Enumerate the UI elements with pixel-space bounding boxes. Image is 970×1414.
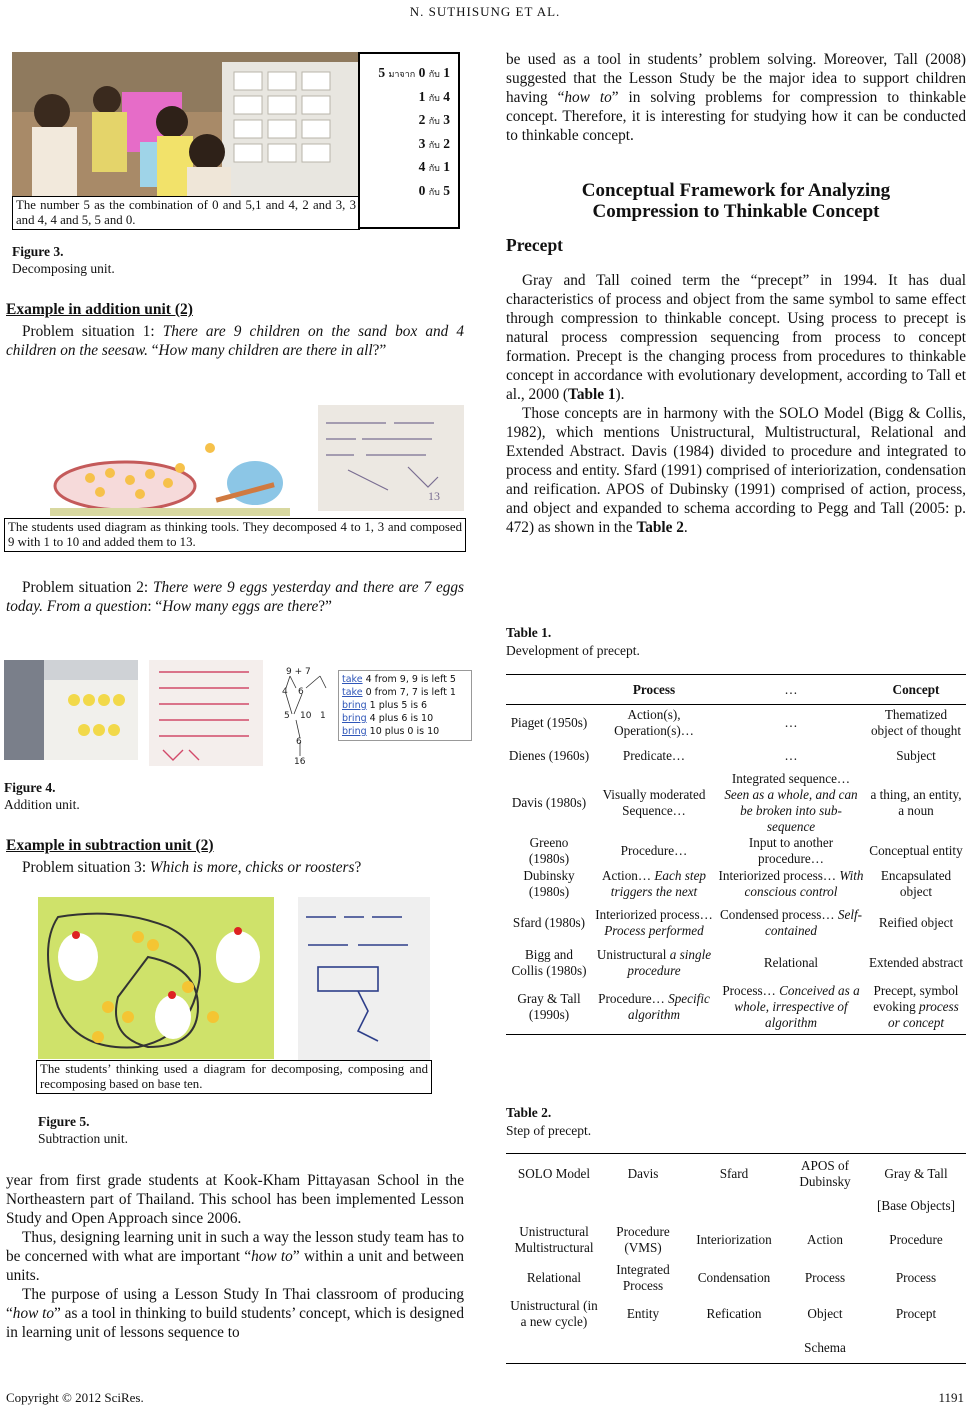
table2-cell [602,1334,684,1364]
table1-cell: Predicate… [622,747,686,763]
table1-row [506,981,966,1035]
figure5-text: Subtraction unit. [38,1131,128,1146]
figure3-text: Decomposing unit. [12,261,115,276]
section-title-wrap [506,180,966,222]
table1-row [506,835,966,867]
table1-cell: Precept, symbol evoking process or concept [873,983,959,1031]
right-intro-paragraph: be used as a tool in students’ problem solving. Moreover, Tall (2008) suggested that the Lesson Study be the major idea to support children having “how to” in solving problems for compression to thinkable concept. Therefore, it is interesting for studying how it can be conducted to thinkable concept. [506,51,966,144]
table2-cell: Action [807,1231,843,1247]
table1-head-cell: Process [632,681,676,697]
table1-cell: Bigg and Collis (1980s) [511,946,587,978]
paragraph: Gray and Tall coined term the “precept” in 1994. It has dual characteristics of process and object from the same symbol to same effect through compression to thinkable concept. Using process to precept is natural process compression sequencing from process to concept formation. Precept is the changing process from procedures to thinkable concept in accordance with evolutionary development, according to Tall et al., 2000 (Table 1). [506,272,966,403]
table1-cell: … [784,714,798,730]
figure4-photo-worksheet [149,660,263,766]
table1-cell: Procedure… Specific algorithm [598,991,710,1023]
diagram-num: 1 [320,711,326,721]
table1-row [506,771,966,835]
table1-cell: Extended abstract [868,954,964,970]
table2-cell: Unistructural Multistructural [514,1223,594,1255]
table1-row [506,945,966,981]
precept-heading-wrap [506,235,563,256]
table2-caption: Step of precept. [506,1123,592,1138]
diagram-num: 6 [298,687,304,697]
sandbox-illustration [50,428,290,516]
table2-row [506,1334,966,1364]
table1 [506,674,966,1035]
problem-situation-3: Problem situation 3: Which is more, chicks or roosters? [22,859,362,876]
table1-row [506,901,966,945]
table2-cell [506,1194,602,1218]
thai-row: 2 กับ 3 [418,112,450,127]
table1-cell: Greeno (1980s) [528,834,570,866]
diagram-num: 10 [300,711,312,721]
figure3-title: Figure 3. [12,244,64,259]
table1-head-cell: … [784,681,798,697]
table2-cell [866,1334,966,1364]
table2-cell: Refication [706,1305,762,1321]
addition-heading: Example in addition unit (2) [6,301,193,318]
table1-cell: Unistructural a single procedure [596,946,712,978]
step-line: bring 4 plus 6 is 10 [342,713,434,724]
page-number: 1191 [938,1390,964,1405]
table1-head-cell [506,675,592,705]
diagram-num: 4 [282,687,288,697]
table2-head-cell: APOS of Dubinsky [799,1157,851,1189]
thai-row: 5 มาจาก 0 กับ 1 [378,65,450,80]
table1-cell: Input to another procedure… [748,834,834,866]
table1-cell: Process… Conceived as a whole, irrespective of algorithm [722,983,860,1031]
table1-cell: Encapsulated object [880,867,952,899]
table2-cell: Process [804,1269,846,1285]
table1-cell: Thematized object of thought [870,706,962,738]
table1-cell: Subject [896,747,936,763]
problem-situation-1: Problem situation 1: There are 9 children on the sand box and 4 children on the seesaw. “How many children are there in all?” [6,323,465,359]
paragraph: The purpose of using a Lesson Study In Thai classroom of producing “how to” as a tool in thinking to build students’ concept, which is designed in learning unit of lessons sequence to [6,1286,464,1341]
table2-cell: Condensation [697,1269,771,1285]
table1-row [506,705,966,741]
table1-cell: Action(s), Operation(s)… [614,706,694,738]
table1-cell: Dienes (1960s) [508,747,590,763]
thai-row: 3 กับ 2 [418,135,450,151]
table2-head-cell: Gray & Tall [884,1165,948,1181]
table2-row [506,1294,966,1334]
table2-cell [784,1194,866,1218]
table2-cell: Procedure (VMS) [616,1223,670,1255]
table2-row [506,1194,966,1218]
thai-row: 1 กับ 4 [418,88,450,104]
table1-cell: Action… Each step triggers the next [601,867,707,899]
figure3-thai-box [358,52,460,229]
table2-head-cell: Davis [627,1165,659,1181]
footer-copyright: Copyright © 2012 SciRes. [6,1390,144,1405]
table1-cell: … [784,747,798,763]
table1-cell: Integrated sequence… Seen as a whole, and can be broken into sub-sequence [724,770,858,834]
table1-cell: Piaget (1950s) [510,714,588,730]
figure5-chicken-diagram [38,897,274,1059]
paragraph: Thus, designing learning unit in such a way the lesson study team has to be concerned with what are important “how to” within a unit and between units. [6,1229,464,1284]
table2 [506,1153,966,1364]
table2-cell [684,1194,784,1218]
table2-head-cell: Sfard [719,1165,749,1181]
table2-row [506,1262,966,1294]
table1-cell: Condensed process… Self-contained [719,906,863,938]
subtraction-heading: Example in subtraction unit (2) [6,837,214,854]
table2-cell [684,1334,784,1364]
table1-cell: Sfard (1980s) [512,914,586,930]
figure3-caption-box: The number 5 as the combination of 0 and 5,1 and 4, 2 and 3, 3 and 4, 4 and 5, 5 and 0. [12,196,360,230]
diagram-num: 6 [296,737,302,747]
table1-cell: Relational [763,954,819,970]
table1-head-cell: Concept [892,681,940,697]
diagram-num: 5 [284,711,290,721]
right-body-text [506,271,966,537]
table1-cell: Davis (1980s) [511,794,587,810]
table1-cell: Procedure… [620,842,688,858]
figure5-caption-box: The students’ thinking used a diagram for decomposing, composing and recomposing based on base ten. [36,1060,432,1094]
table1-cell: Dubinsky (1980s) [523,867,575,899]
figure5-worksheet-photo [298,897,430,1063]
table1-cell: Conceptual entity [869,842,963,858]
table2-cell: Entity [626,1305,660,1321]
table2-cell [602,1194,684,1218]
step-line: bring 10 plus 0 is 10 [342,726,440,737]
figure5-title: Figure 5. [38,1114,90,1129]
table2-cell: Schema [804,1340,846,1356]
paragraph: Those concepts are in harmony with the SOLO Model (Bigg & Collis, 1982), which mentions Unistructural, Multistructural, Relational and Extended Abstract. Davis (1984) divided to procedure and integrated to process and entity. Sfard (1991) comprised of interiorization, condensation and reification. APOS of Dubinsky (1991) comprised of action, process, and object and expanded to schema according to Pegg and Tall (2005: p. 472) as shown in the Table 2. [506,405,966,536]
table1-title: Table 1. [506,625,552,640]
running-header: N. SUTHISUNG ET AL. [409,4,561,19]
table1-cell: Visually moderated Sequence… [602,786,706,818]
section-title: Conceptual Framework for Analyzing Compression to Thinkable Concept [581,180,891,222]
table1-row [506,741,966,771]
table2-cell: Unistructural (in a new cycle) [510,1297,598,1329]
table2-head-cell: SOLO Model [517,1165,591,1181]
table1-cell: Interiorized process… With conscious control [718,867,864,899]
left-body-text [6,1171,464,1342]
problem-situation-2: Problem situation 2: There were 9 eggs yesterday and there are 7 eggs today. From a question: “How many eggs are there?” [6,579,464,615]
table2-cell: Procept [895,1305,937,1321]
paragraph: year from first grade students at Kook-Kham Pittayasan School in the Northeastern part of Thailand. This school has been implemented Lesson Study and Open Approach since 2006. [6,1172,464,1227]
table1-cell: a thing, an entity, a noun [870,786,962,818]
table1-caption: Development of precept. [506,643,640,658]
table2-cell: Process [895,1269,937,1285]
diagram-top: 9 + 7 [286,667,311,677]
figure4-text: Addition unit. [4,797,80,812]
table1-cell: Gray & Tall (1990s) [517,991,581,1023]
step-line: bring 1 plus 5 is 6 [342,700,428,711]
table1-row [506,867,966,901]
figure4-tree-diagram [276,664,338,768]
table2-cell [506,1334,602,1364]
diagram-num: 16 [294,757,306,767]
table2-cell: Integrated Process [616,1261,670,1293]
table2-cell: Interiorization [696,1231,772,1247]
figure4-steps-box [338,670,472,741]
table2-cell: Relational [526,1269,582,1285]
figure4-title: Figure 4. [4,780,56,795]
step-line: take 0 from 7, 7 is left 1 [342,687,456,698]
figure-caption-diagram: The students used diagram as thinking tools. They decomposed 4 to 1, 3 and composed 9 with 1 to 10 and added them to 13. [4,518,466,552]
step-line: take 4 from 9, 9 is left 5 [342,674,456,685]
table2-cell: [Base Objects] [877,1197,955,1213]
precept-heading: Precept [506,235,564,255]
table2-cell: Procedure [889,1231,943,1247]
table1-cell: Interiorized process… Process performed [595,906,713,938]
figure4-photo-students [4,660,138,760]
table1-cell: Reified object [878,914,954,930]
table2-title: Table 2. [506,1105,552,1120]
thai-row: 4 กับ 1 [418,159,450,174]
thai-row: 0 กับ 5 [418,182,450,198]
svg-text:13: 13 [428,489,440,503]
student-worksheet-photo-1 [318,405,464,511]
table2-cell: Object [807,1305,843,1321]
table2-row [506,1218,966,1262]
